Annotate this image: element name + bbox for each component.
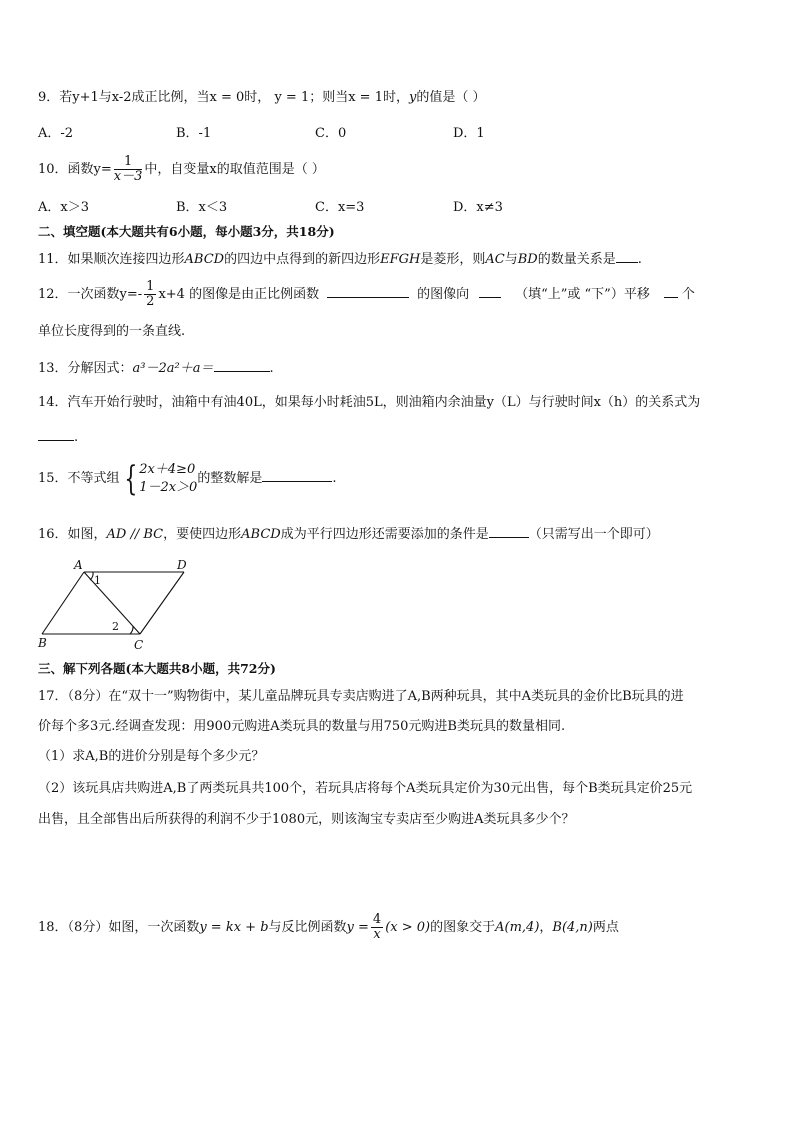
q15-blank <box>262 469 332 482</box>
q10-option-d: D．x≠3 <box>453 200 503 215</box>
q17-sub-2-line-2: 出售，且全部售出后所获得的利润不少于1080元，则该淘宝专卖店至少购进A类玩具多少个？ <box>38 812 575 827</box>
angle-1-arc <box>90 572 93 580</box>
q12-fraction: $\frac{1}{2}$ <box>146 279 155 309</box>
q14-line-2: . <box>38 428 78 446</box>
q18-stem: 18．（8分）如图，一次函数y = kx + b与反比例函数y = $\frac{4}{x}$ (x > 0)的图象交于A(m,4)，B(4,n)两点 <box>38 912 619 942</box>
angle-2-arc <box>130 626 133 634</box>
q10-option-a: A．x＞3 <box>38 200 89 215</box>
q11-stem: 11．如果顺次连接四边形ABCD的四边中点得到的新四边形EFGH是菱形，则AC与BD的数量关系是 . <box>38 252 642 267</box>
q15-system: 2x＋4≥0 1－2x＞0 <box>139 461 198 495</box>
q17-sub-1: （1）求A,B的进价分别是每个多少元？ <box>38 749 265 764</box>
label-a: A <box>74 558 83 572</box>
brace-icon: { <box>123 458 137 499</box>
q17-sub-2-line-1: （2）该玩具店共购进A,B了两类玩具共100个，若玩具店将每个A类玩具定价为30元出售，每个B类玩具定价25元 <box>38 781 693 796</box>
q16-stem: 16．如图，AD // BC，要使四边形ABCD成为平行四边形还需要添加的条件是 （只需写出一个即可） <box>38 527 659 542</box>
q15-stem: 15．不等式组 { 2x＋4≥0 1－2x＞0 的整数解是 . <box>38 458 337 499</box>
q9-option-c: C．0 <box>315 126 347 141</box>
label-angle-1: 1 <box>94 574 101 587</box>
q18-fraction: $\frac{4}{x}$ <box>372 912 382 942</box>
q9-option-a: A．-2 <box>38 126 74 141</box>
q13-stem: 13．分解因式：a³－2a²＋a＝ . <box>38 361 274 376</box>
q11-blank <box>616 250 638 263</box>
q14-blank <box>38 428 74 441</box>
q14-line-1: 14．汽车开始行驶时，油箱中有油40L，如果每小时耗油5L，则油箱内余油量y（L）与行驶时间x（h）的关系式为 <box>38 395 701 410</box>
section-2-heading: 二、填空题(本大题共有6小题，每小题3分，共18分) <box>38 224 335 239</box>
q12-blank-3 <box>664 285 678 298</box>
q9-option-b: B．-1 <box>176 126 212 141</box>
q16-blank <box>489 525 529 538</box>
q13-blank <box>214 359 270 372</box>
q12-line-2: 单位长度得到的一条直线. <box>38 324 186 339</box>
q10-option-c: C．x=3 <box>315 200 365 215</box>
label-d: D <box>177 558 187 572</box>
edge-ab <box>42 572 84 634</box>
q12-blank-1 <box>327 285 409 298</box>
q9-stem: 9．若y+1与x-2成正比例，当x = 0时， y = 1；则当x = 1时，y的值是（ ） <box>38 90 486 105</box>
section-3-heading: 三、解下列各题(本大题共8小题，共72分) <box>38 661 276 676</box>
q10-stem: 10．函数y= $\frac{1}{x-3}$ 中，自变量x的取值范围是（ ） <box>38 154 325 184</box>
label-angle-2: 2 <box>112 620 119 633</box>
q10-option-b: B．x＜3 <box>176 200 228 215</box>
q12-stem: 12．一次函数y=- $\frac{1}{2}$ x+4 的图像是由正比例函数 的图像向 （填“上”或 “下”）平移 个 <box>38 279 695 309</box>
q9-option-d: D．1 <box>453 126 485 141</box>
q10-fraction: $\frac{1}{x-3}$ <box>113 154 143 184</box>
label-b: B <box>38 636 47 650</box>
edge-cd <box>140 572 184 634</box>
parallelogram-figure <box>34 556 204 654</box>
q17-line-1: 17．（8分）在“双十一”购物街中，某儿童品牌玩具专卖店购进了A,B两种玩具，其中A类玩具的金价比B玩具的进 <box>38 689 684 704</box>
q12-blank-2 <box>479 285 501 298</box>
q17-line-2: 价每个多3元.经调查发现：用900元购进A类玩具的数量与用750元购进B类玩具的数量相同. <box>38 719 566 734</box>
label-c: C <box>134 638 144 652</box>
